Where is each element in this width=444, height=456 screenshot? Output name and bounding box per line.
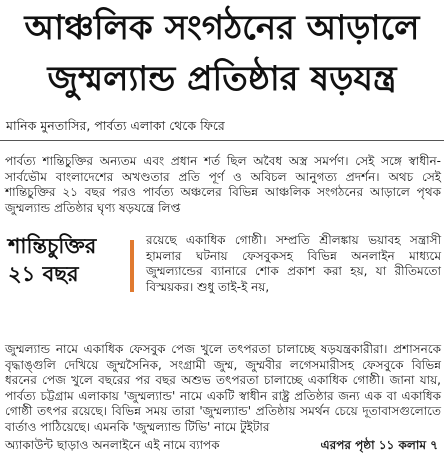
headline-line-1: আঞ্চলিক সংগঠনের আড়ালে [24, 8, 420, 48]
pull-quote-title: শান্তিচুক্তির [8, 234, 97, 258]
headline-line-2: জুম্মল্যান্ড প্রতিষ্ঠার ষড়যন্ত্র [47, 59, 397, 99]
pull-quote-subtitle: ২১ বছর [8, 262, 79, 286]
paragraph-2: রয়েছে একাধিক গোষ্ঠী। সম্প্রতি শ্রীলঙ্কায় ভয়াবহ সন্ত্রাসী হামলার ঘটনায় ফেসবুকসহ বিভিন্ন অনলাইন মাধ্যমে জুম্মল্যান্ডের ব্যানারে শোক প্রকাশ করা হয়, যা রীতিমতো বিস্ময়কর। শুধু তাই-ই নয়, [146, 233, 441, 294]
divider [0, 140, 444, 141]
paragraph-3: জুম্মল্যান্ড নামে একাধিক ফেসবুক পেজ খুলে তৎপরতা চালাচ্ছে ষড়যন্ত্রকারীরা। প্রশাসনকে বৃদ্ধাঙ্গুলি দেখিয়ে জুম্মসৈনিক, সংগ্রামী জুম্ম, জুম্মবীর লগেসমারীসহ ফেসবুকে বিভিন্ন ধরনের পেজ খুলে বছরের পর বছর অশুভ তৎপরতা চালাচ্ছে একাধিক গোষ্ঠী। জানা যায়, পার্বত্য চট্টগ্রাম এলাকায় 'জুম্মল্যান্ড' নামে একটি স্বাধীন রাষ্ট্র প্রতিষ্ঠার জন্য এক বা একাধিক গোষ্ঠী তৎপর রয়েছে। বিভিন্ন সময় তারা 'জুম্মল্যান্ড' প্রতিষ্ঠায় সমর্থন চেয়ে দূতাবাসগুলোতে বার্তাও পাঠিয়েছে। এমনকি 'জুম্মল্যান্ড টিভি' নামে টুইটার [5, 342, 441, 434]
paragraph-last-line: অ্যাকাউন্ট ছাড়াও অনলাইনে এই নামে ব্যাপক [5, 438, 220, 452]
continuation-note: এরপর পৃষ্ঠা ১১ কলাম ৭ [320, 438, 438, 452]
byline: মানিক মুনতাসির, পার্বত্য এলাকা থেকে ফিরে [6, 118, 225, 133]
paragraph-1: পার্বত্য শান্তিচুক্তির অন্যতম এবং প্রধান শর্ত ছিল অবৈধ অস্ত্র সমর্পণ। সেই সঙ্গে স্বাধীন-সার্বভৌম বাংলাদেশের অখণ্ডতার প্রতি পূর্ণ ও অবিচল আনুগত্য প্রদর্শন। অথচ সেই শান্তিচুক্তির ২১ বছর পরও পার্বত্য অঞ্চলের বিভিন্ন আঞ্চলিক সংগঠনের আড়ালে পৃথক জুম্মল্যান্ড প্রতিষ্ঠার ঘৃণ্য ষড়যন্ত্রে লিপ্ত [5, 154, 441, 215]
pull-quote-accent-bar [130, 240, 134, 292]
pull-quote [8, 233, 128, 287]
